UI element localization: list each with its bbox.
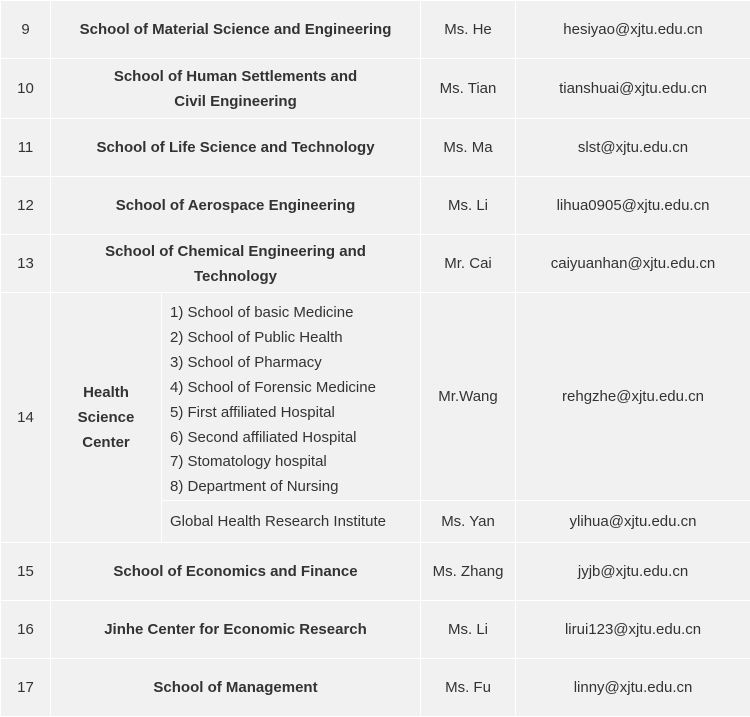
school-name: School of Aerospace Engineering xyxy=(51,177,421,235)
contact-email: hesiyao@xjtu.edu.cn xyxy=(516,1,750,59)
contact-person: Ms. Ma xyxy=(421,119,516,177)
contact-person: Ms. Fu xyxy=(421,659,516,717)
subunit-item: 8) Department of Nursing xyxy=(170,475,420,500)
school-name: School of Management xyxy=(51,659,421,717)
contact-email: caiyuanhan@xjtu.edu.cn xyxy=(516,235,750,293)
contact-person: Ms. Li xyxy=(421,177,516,235)
table-row xyxy=(1,543,750,601)
school-name: Jinhe Center for Economic Research xyxy=(51,601,421,659)
contact-email: tianshuai@xjtu.edu.cn xyxy=(516,59,750,119)
center-name: Health Science Center xyxy=(51,293,162,543)
subunit-item: 5) First affiliated Hospital xyxy=(170,401,420,426)
contact-person: Mr. Cai xyxy=(421,235,516,293)
subunit-list xyxy=(162,293,421,501)
subunit-item: 3) School of Pharmacy xyxy=(170,351,420,376)
contact-person: Ms. He xyxy=(421,1,516,59)
table-row xyxy=(1,177,750,235)
table-row xyxy=(1,293,750,501)
table-row xyxy=(1,601,750,659)
school-name: School of Life Science and Technology xyxy=(51,119,421,177)
subunit-item: 6) Second affiliated Hospital xyxy=(170,426,420,451)
row-number: 14 xyxy=(1,293,51,543)
contact-email: jyjb@xjtu.edu.cn xyxy=(516,543,750,601)
contact-person: Mr.Wang xyxy=(421,293,516,501)
row-number: 12 xyxy=(1,177,51,235)
row-number: 10 xyxy=(1,59,51,119)
contact-person: Ms. Zhang xyxy=(421,543,516,601)
contact-email: rehgzhe@xjtu.edu.cn xyxy=(516,293,750,501)
row-number: 13 xyxy=(1,235,51,293)
institute-name: Global Health Research Institute xyxy=(162,501,421,543)
contact-email: slst@xjtu.edu.cn xyxy=(516,119,750,177)
contact-email: linny@xjtu.edu.cn xyxy=(516,659,750,717)
row-number: 16 xyxy=(1,601,51,659)
row-number: 9 xyxy=(1,1,51,59)
subunit-item: 4) School of Forensic Medicine xyxy=(170,376,420,401)
table-row xyxy=(1,59,750,119)
contact-email: lirui123@xjtu.edu.cn xyxy=(516,601,750,659)
row-number: 11 xyxy=(1,119,51,177)
contact-email: lihua0905@xjtu.edu.cn xyxy=(516,177,750,235)
subunit-item: 1) School of basic Medicine xyxy=(170,301,420,326)
table-row xyxy=(1,659,750,717)
contact-person: Ms. Li xyxy=(421,601,516,659)
row-number: 15 xyxy=(1,543,51,601)
contact-email: ylihua@xjtu.edu.cn xyxy=(516,501,750,543)
subunit-item: 2) School of Public Health xyxy=(170,326,420,351)
school-name: School of Material Science and Engineering xyxy=(51,1,421,59)
school-name: School of Economics and Finance xyxy=(51,543,421,601)
school-name: School of Human Settlements and Civil Engineering xyxy=(51,59,421,119)
school-name: School of Chemical Engineering and Technology xyxy=(51,235,421,293)
table-row xyxy=(1,235,750,293)
row-number: 17 xyxy=(1,659,51,717)
table-row xyxy=(1,1,750,59)
table-row xyxy=(1,119,750,177)
contact-person: Ms. Yan xyxy=(421,501,516,543)
subunit-item: 7) Stomatology hospital xyxy=(170,450,420,475)
contact-person: Ms. Tian xyxy=(421,59,516,119)
